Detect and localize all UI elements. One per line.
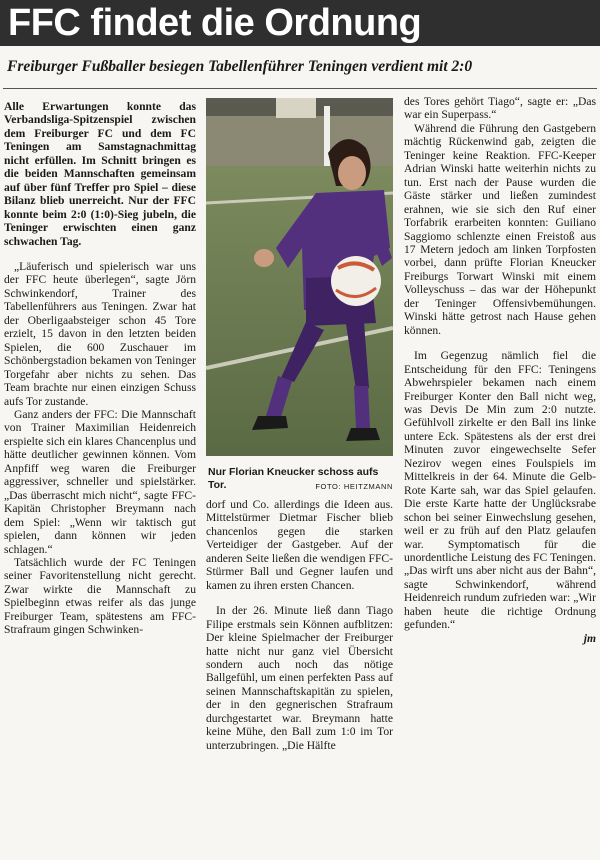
article-column-3	[404, 95, 596, 645]
headline: FFC findet die Ordnung	[0, 0, 600, 46]
article-lead: Alle Erwartungen konnte das Verbandsliga-Spitzenspiel zwischen dem Freiburger FC und dem FC Teningen am Samstagnachmittag nicht erfüllen. Im Schnitt bringen es die beiden Mannschaften gemeinsam auf über fünf Treffer pro Spiel – diese Bilanz blieb unerreicht. Nur der FFC konnte beim 2:0 (1:0)-Sieg jubeln, die Teninger erwischten einen ganz schwachen Tag.	[4, 100, 196, 248]
author-signature: jm	[583, 631, 596, 645]
article-paragraph: Im Gegenzug nämlich fiel die Entscheidung für den FFC: Teningens Abwehrspieler bekamen nach einem Freiburger Konter den Ball nicht weg, was Devis De Min zum 2:0 nutzte. Gefühlvoll zirkelte er den Ball ins linke untere Eck. Spätestens als der erst drei Minuten zuvor eingewechselte Sefer Nezirov wegen eines Foulspiels im Mittelkreis in der 64. Minute die Gelb-Rote Karte sah, war das Spiel gelaufen. Die erste Karte hatte der Unglücksrabe schon bei seiner Einwechslung gesehen, weil er zu früh auf den Platz gelaufen war. Symptomatisch für die unordentliche Leistung des FC Teningen. „Das wirft uns aber nicht aus der Bahn“, sagte Schwinkendorf, während Heidenreich rundum zufrieden war: „Wir haben heute die richtige Ordnung gefunden.“	[404, 349, 596, 632]
article-paragraph: des Tores gehört Tiago“, sagte er: „Das war ein Superpass.“	[404, 95, 596, 122]
article-paragraph: „Läuferisch und spielerisch war uns der FFC heute überlegen“, sagte Jörn Schwinkendorf, Trainer des Tabellenführers aus Teningen. Zwar hat der Oberligaabsteiger schon 45 Tore erzielt, 15 davon in den letzten beiden Spielen, die 600 Zuschauer im Schönbergstadion bekamen von Teninger Torgefahr aber nichts zu sehen. Das Team brachte nur einen einzigen Schuss aufs Tor zustande.	[4, 259, 196, 408]
soccer-player-photo-icon	[206, 98, 393, 456]
photo-caption	[208, 466, 393, 493]
subheadline: Freiburger Fußballer besiegen Tabellenführer Teningen verdient mit 2:0	[7, 58, 473, 75]
photo-credit: FOTO: HEITZMANN	[315, 481, 393, 491]
caption-text: Nur Florian Kneucker schoss aufs Tor.	[208, 466, 379, 491]
article-paragraph: Ganz anders der FFC: Die Mannschaft von Trainer Maximilian Heidenreich erspielte sich ein klares Chancenplus und hätte deutlicher gewinnen können. Vom Anpfiff weg waren die Freiburger aggressiver, schneller und spielstärker. „Das überrascht mich nicht“, sagte FFC-Kapitän Christopher Breymann nach dem Spiel: „Wenn wir taktisch gut spielen, dann können wir jeden schlagen.“	[4, 407, 196, 556]
player-photo	[206, 98, 393, 456]
article-paragraph: Tatsächlich wurde der FC Teningen seiner Favoritenstellung nicht gerecht. Zwar wirkte die Mannschaft zu Spielbeginn etwas reifer als das junge Freiburger Team, spätestens am FFC-Strafraum gingen Schwinken-	[4, 555, 196, 637]
header-rule	[3, 88, 597, 89]
article-paragraph: Während die Führung den Gastgebern mächtig Rückenwind gab, zeigten die Teninger keine Reaktion. FFC-Keeper Adrian Winski hatte weiterhin nichts zu tun. Erst nach der Pause wurden die Gäste stärker und ließen zumindest erahnen, wie sie sich den Ruf einer Torfabrik erarbeiten konnten: Guiliano Saggiomo schlenzte einen Freistoß aus 17 Metern jedoch am linken Torpfosten vorbei, dann prüfte Florian Kneucker Freiburgs Torwart Winski mit einem Volleyschuss – das war der Höhepunkt der Teninger Offensivbemühungen. Winski hätte getrost nach Hause gehen können.	[404, 121, 596, 337]
article-column-2	[206, 498, 393, 752]
article-paragraph: dorf und Co. allerdings die Ideen aus. Mittelstürmer Dietmar Fischer blieb chancenlos gegen die starken Verteidiger der Gastgeber. Auf der anderen Seite ließen die wendigen FFC-Stürmer Ball und Gegner laufen und kamen zu ihren ersten Chancen.	[206, 498, 393, 592]
article-column-1	[4, 100, 196, 637]
article-paragraph: In der 26. Minute ließ dann Tiago Filipe erstmals sein Können aufblitzen: Der kleine Spielmacher der Freiburger hatte nicht nur ganz viel Übersicht sondern auch noch das nötige Ballgefühl, um einen perfekten Pass auf seinen Mannschaftskapitän zu spielen, der in den gegnerischen Strafraum durchgestartet war. Breymann hatte keine Mühe, den Ball zum 1:0 im Tor unterzubringen. „Die Hälfte	[206, 604, 393, 752]
